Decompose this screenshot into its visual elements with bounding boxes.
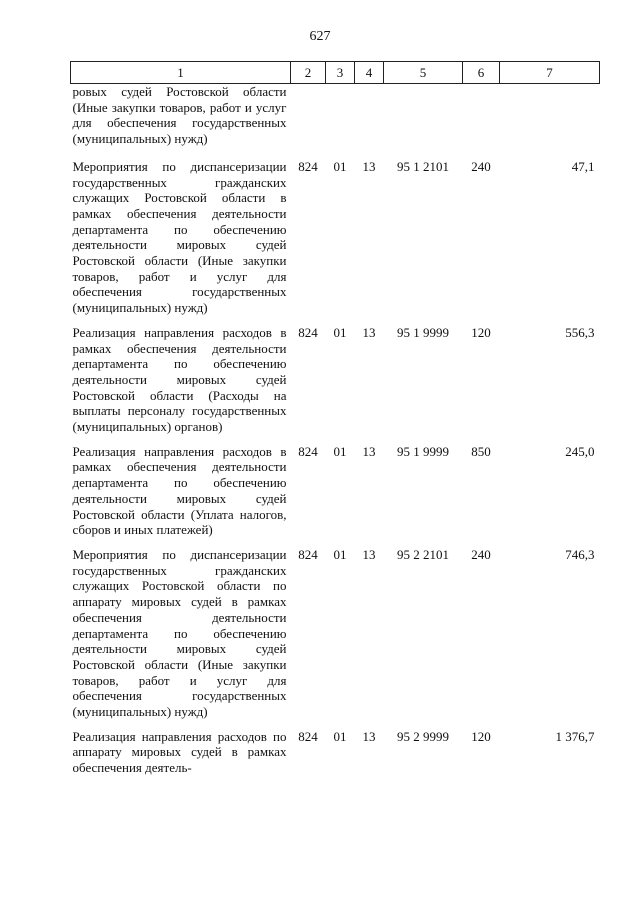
row-description: Мероприятия по диспансеризации государственных гражданских служащих Ростовской области в рамках обеспечения деятельности департамента по обеспечению деятельности мировых судей Ростовской области (Иные закупки товаров, работ и услуг для обеспечения государственных (муниципальных) нужд) (72, 158, 287, 316)
header-col-3: 3 (326, 62, 355, 84)
row-subsection-code: 13 (362, 443, 376, 459)
header-col-2: 2 (291, 62, 326, 84)
row-expense-type (463, 84, 500, 159)
table-row (71, 325, 600, 444)
row-target-code: 95 1 2101 (397, 158, 449, 174)
row-expense-type: 850 (471, 443, 491, 459)
row-amount: 1 376,7 (555, 728, 595, 744)
budget-table (70, 61, 600, 785)
row-description: ровых судей Ростовской области (Иные закупки товаров, работ и услуг для обеспечения государственных (муниципальных) нужд) (72, 84, 287, 147)
row-description: Мероприятия по диспансеризации государственных гражданских служащих Ростовской области по аппарату мировых судей в рамках обеспечения деятельности департамента по обеспечению деятельности мировых судей Ростовской области (Иные закупки товаров, работ и услуг для обеспечения государственных (муниципальных) нужд) (72, 546, 287, 720)
row-section-code: 01 (333, 546, 347, 562)
header-col-6: 6 (463, 62, 500, 84)
header-col-5: 5 (384, 62, 463, 84)
table-header (71, 62, 600, 84)
row-amount: 556,3 (565, 324, 595, 340)
table-row (71, 729, 600, 785)
row-expense-type: 240 (471, 158, 491, 174)
row-expense-type: 120 (471, 728, 491, 744)
row-subsection-code: 13 (362, 728, 376, 744)
header-col-7: 7 (500, 62, 600, 84)
row-expense-type: 240 (471, 546, 491, 562)
row-target-code: 95 2 2101 (397, 546, 449, 562)
row-amount: 47,1 (571, 158, 595, 174)
row-section-code: 01 (333, 443, 347, 459)
row-amount (500, 84, 600, 159)
row-ministry-code: 824 (298, 546, 318, 562)
row-subsection-code (355, 84, 384, 159)
page-number: 627 (309, 29, 331, 44)
row-amount: 245,0 (565, 443, 595, 459)
row-target-code: 95 1 9999 (397, 324, 449, 340)
table-row (71, 444, 600, 547)
row-section-code: 01 (333, 324, 347, 340)
row-description: Реализация направления расходов в рамках обеспечения деятельности департамента по обеспечению деятельности мировых судей Ростовской области (Уплата налогов, сборов и иных платежей) (72, 443, 287, 538)
row-subsection-code: 13 (362, 546, 376, 562)
row-subsection-code: 13 (362, 158, 376, 174)
row-ministry-code: 824 (298, 443, 318, 459)
table-row (71, 84, 600, 159)
row-target-code: 95 1 9999 (397, 443, 449, 459)
row-section-code (326, 84, 355, 159)
row-target-code: 95 2 9999 (397, 728, 449, 744)
row-section-code: 01 (333, 728, 347, 744)
row-ministry-code: 824 (298, 728, 318, 744)
table-body (71, 84, 600, 785)
table-row (71, 547, 600, 729)
row-ministry-code (291, 84, 326, 159)
row-subsection-code: 13 (362, 324, 376, 340)
row-description: Реализация направления расходов по аппарату мировых судей в рамках обеспечения деятель- (72, 728, 287, 776)
row-target-code (384, 84, 463, 159)
row-ministry-code: 824 (298, 158, 318, 174)
row-section-code: 01 (333, 158, 347, 174)
header-col-4: 4 (355, 62, 384, 84)
row-expense-type: 120 (471, 324, 491, 340)
header-row (71, 62, 600, 84)
table-row (71, 159, 600, 325)
row-ministry-code: 824 (298, 324, 318, 340)
header-col-1: 1 (71, 62, 291, 84)
row-amount: 746,3 (565, 546, 595, 562)
row-description: Реализация направления расходов в рамках обеспечения деятельности департамента по обеспечению деятельности мировых судей Ростовской области (Расходы на выплаты персоналу государственных (муниципальных) органов) (72, 324, 287, 435)
